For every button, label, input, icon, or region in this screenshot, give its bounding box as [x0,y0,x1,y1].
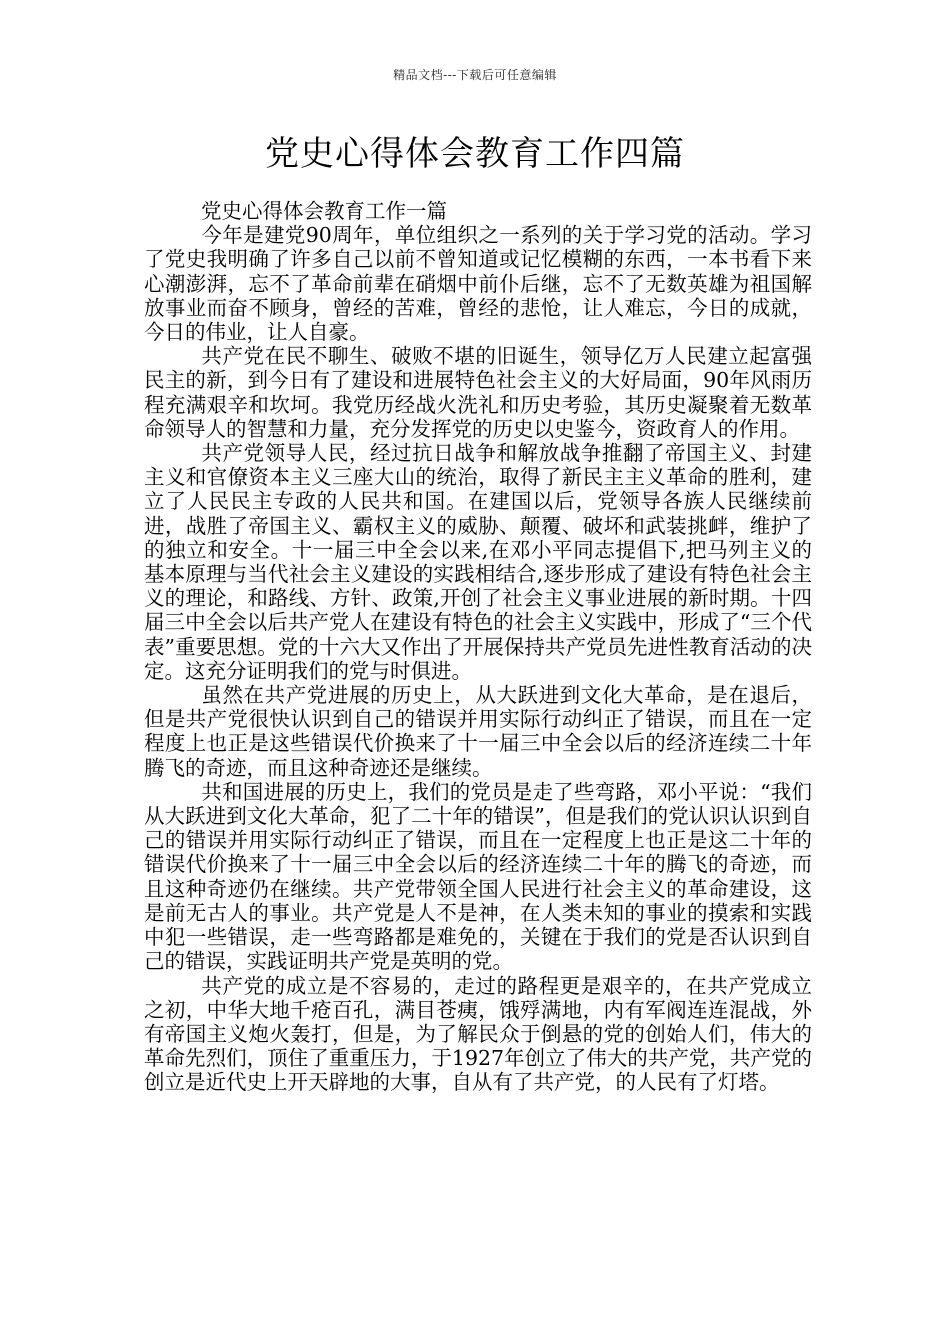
document-body [144,199,812,1095]
paragraph: 共产党的成立是不容易的，走过的路程更是艰辛的，在共产党成立之初，中华大地千疮百孔，满目苍痍，饿殍满地，内有军阀连连混战，外有帝国主义炮火轰打，但是，为了解民众于倒悬的党的创始人们，伟大的革命先烈们，顶住了重重压力，于1927年创立了伟大的共产党，共产党的创立是近代史上开天辟地的大事，自从有了共产党，的人民有了灯塔。 [144,973,812,1095]
section-heading: 党史心得体会教育工作一篇 [201,199,447,223]
paragraph: 共产党在民不聊生、破败不堪的旧诞生，领导亿万人民建立起富强民主的新，到今日有了建设和进展特色社会主义的大好局面，90年风雨历程充满艰辛和坎坷。我党历经战火洗礼和历史考验，其历史凝聚着无数革命领导人的智慧和力量，充分发挥党的历史以史鉴今，资政育人的作用。 [144,344,812,441]
paragraph: 共和国进展的历史上，我们的党员是走了些弯路，邓小平说：“我们从大跃进到文化大革命，犯了二十年的错误”，但是我们的党认识认识到自己的错误并用实际行动纠正了错误，而且在一定程度上也正是这二十年的错误代价换来了十一届三中全会以后的经济连续二十年的腾飞的奇迹，而且这种奇迹仍在继续。共产党带领全国人民进行社会主义的革命建设，这是前无古人的事业。共产党是人不是神，在人类未知的事业的摸索和实践中犯一些错误，走一些弯路都是难免的，关键在于我们的党是否认识到自己的错误，实践证明共产党是英明的党。 [144,779,812,974]
paragraph: 共产党领导人民，经过抗日战争和解放战争推翻了帝国主义、封建主义和官僚资本主义三座大山的统治，取得了新民主主义革命的胜利，建立了人民民主专政的人民共和国。在建国以后，党领导各族人民继续前进，战胜了帝国主义、霸权主义的威胁、颠覆、破坏和武装挑衅，维护了的独立和安全。十一届三中全会以来,在邓小平同志提倡下,把马列主义的基本原理与当代社会主义建设的实践相结合,逐步形成了建设有特色社会主义的理论，和路线、方针、政策,开创了社会主义事业进展的新时期。十四届三中全会以后共产党人在建设有特色的社会主义实践中，形成了“三个代表”重要思想。党的十六大又作出了开展保持共产党员先进性教育活动的决定。这充分证明我们的党与时俱进。 [144,441,812,683]
header-note: 精品文档---下载后可任意编辑 [393,68,557,82]
paragraph: 虽然在共产党进展的历史上，从大跃进到文化大革命，是在退后，但是共产党很快认识到自己的错误并用实际行动纠正了错误，而且在一定程度上也正是这些错误代价换来了十一届三中全会以后的经济连续二十年腾飞的奇迹，而且这种奇迹还是继续。 [144,683,812,780]
paragraph: 今年是建党90周年，单位组织之一系列的关于学习党的活动。学习了党史我明确了许多自己以前不曾知道或记忆模糊的东西，一本书看下来心潮澎湃，忘不了革命前辈在硝烟中前仆后继，忘不了无数英雄为祖国解放事业而奋不顾身，曾经的苦难，曾经的悲怆，让人难忘，今日的成就，今日的伟业，让人自豪。 [144,223,812,345]
document-title: 党史心得体会教育工作四篇 [265,134,685,174]
